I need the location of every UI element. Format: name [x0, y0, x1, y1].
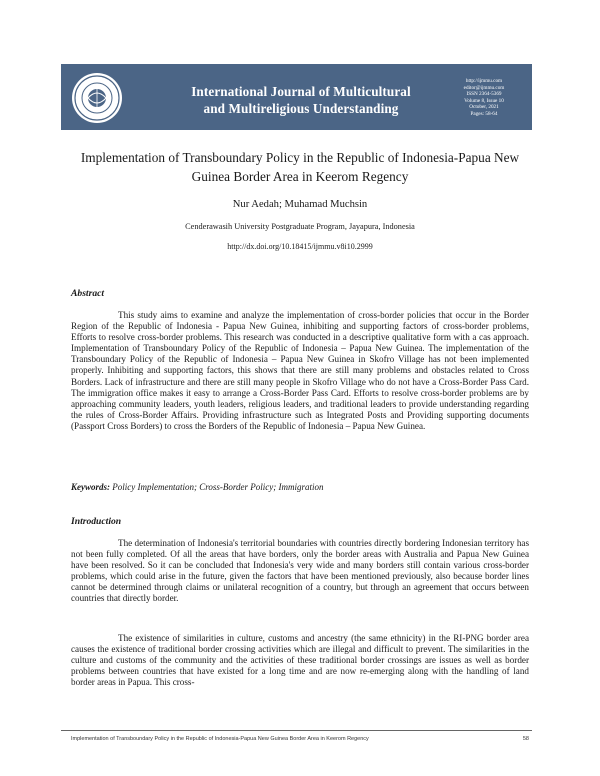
journal-date: October, 2021	[469, 104, 499, 111]
footer-page-number: 58	[522, 736, 529, 742]
paper-authors: Nur Aedah; Muhamad Muchsin	[232, 199, 368, 210]
footer-running-title: Implementation of Transboundary Policy in the Republic of Indonesia-Papua New Guinea Border Area in Keerom Regency	[71, 736, 369, 742]
journal-issn: ISSN 2364-5369	[466, 91, 502, 98]
introduction-paragraph-1: The determination of Indonesia's territorial boundaries with countries directly bordering Indonesian territory has not been fully completed. Of all the areas that have borders, only the border areas with Australia and Papua New Guinea have been resolved. So it can be concluded that Indonesia's very wide and many borders still contain various cross-border problems, which could arise in the future, given the factors that have been mentioned previously, also because border lines cannot be determined through claims or unilateral recognition of a country, but through an agreement that occurs between countries that directly border.	[71, 538, 529, 604]
abstract-heading: Abstract	[71, 288, 105, 299]
paper-affiliation: Cenderawasih University Postgraduate Program, Jayapura, Indonesia	[185, 222, 415, 231]
keywords-label: Keywords:	[71, 482, 110, 492]
journal-pages: Pages: 58-64	[470, 110, 498, 117]
journal-email[interactable]: editor@ijmmu.com	[463, 84, 505, 91]
paper-doi-link[interactable]: http://dx.doi.org/10.18415/ijmmu.v8i10.2999	[227, 242, 373, 251]
abstract-text: This study aims to examine and analyze the implementation of cross-border policies that occur in the Border Region of the Republic of Indonesia - Papua New Guinea, inhibiting and supporting factors of cross-border problems, Efforts to resolve cross-border problems. This research was conducted in a descriptive qualitative form with a cas approach. Implementation of Transboundary Policy of the Republic of Indonesia – Papua New Guinea. The implementation of the Transboundary Policy of the Republic of Indonesia – Papua New Guinea in Skofro Village has not been implemented properly. Inhibiting and supporting factors, this shows that there are still many problems and obstacles related to Cross Borders. Lack of infrastructure and there are still many people in Skofro Village who do not have a Cross-Border Pass Card. The immigration office makes it easy to arrange a Cross-Border Pass Card. Efforts to resolve cross-border problems are by approaching community leaders, youth leaders, religious leaders, and traditional leaders to provide understanding regarding the rules of Cross-Border Affairs. Providing infrastructure such as Integrated Posts and Providing supporting documents (Passport Cross Borders) to cross the Borders of the Republic of Indonesia – Papua New Guinea.	[71, 310, 529, 431]
keywords-text: Policy Implementation; Cross-Border Policy; Immigration	[112, 482, 324, 492]
footer-divider	[61, 730, 532, 731]
paper-title: Implementation of Transboundary Policy in the Republic of Indonesia-Papua New Guinea Border Area in Keerom Regency	[80, 150, 520, 184]
journal-url[interactable]: http://ijmmu.com	[465, 78, 503, 84]
journal-title: International Journal of Multicultural and Multireligious Understanding	[191, 84, 411, 116]
keywords-line	[71, 482, 529, 492]
introduction-paragraph-2: The existence of similarities in culture, customs and ancestry (the same ethnicity) in the RI-PNG border area causes the existence of traditional border crossing activities which are illegal and difficult to prevent. The similarities in the culture and customs of the community and the activities of these traditional border crossings are issues as well as border problems between countries that have existed for a long time and are now re-emerging along with the handling of land border areas in Papua. This cross-	[71, 633, 529, 688]
journal-meta	[444, 78, 524, 118]
journal-logo-icon	[71, 72, 123, 124]
journal-volume: Volume 8, Issue 10	[464, 97, 504, 104]
introduction-heading: Introduction	[71, 516, 122, 527]
journal-header-banner	[61, 64, 532, 130]
